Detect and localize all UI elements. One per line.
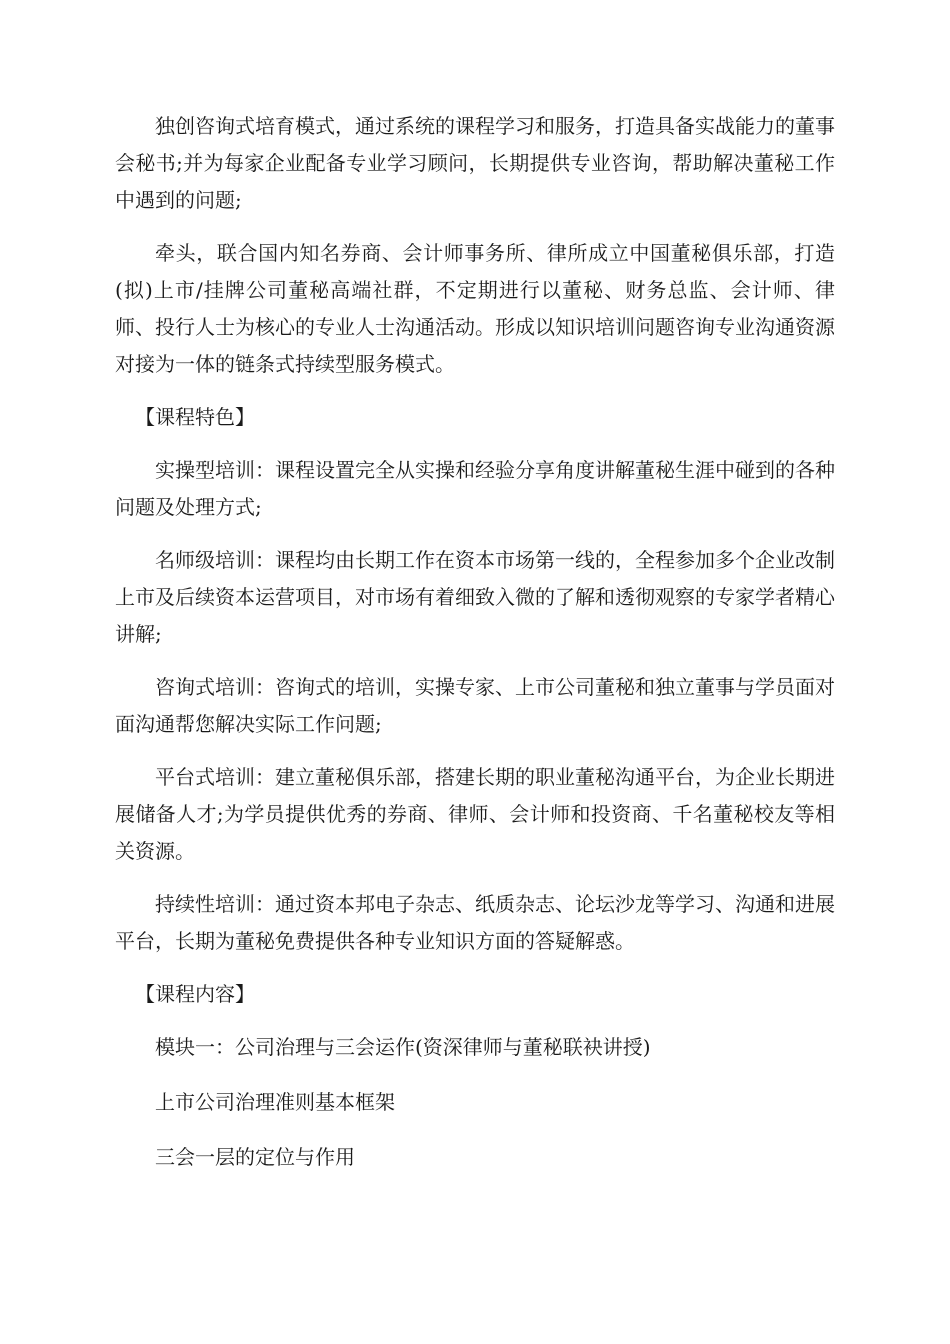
section-heading-content: 【课程内容】 — [135, 982, 255, 1006]
feature-paragraph: 咨询式培训：咨询式的培训，实操专家、上市公司董秘和独立董事与学员面对面沟通帮您解决实际工作问题; — [115, 675, 835, 736]
intro-paragraph: 牵头，联合国内知名券商、会计师事务所、律所成立中国董秘俱乐部，打造(拟)上市/挂牌公司董秘高端社群，不定期进行以董秘、财务总监、会计师、律师、投行人士为核心的专业人士沟通活动。形成以知识培训问题咨询专业沟通资源对接为一体的链条式持续型服务模式。 — [115, 241, 835, 376]
feature-paragraph: 名师级培训：课程均由长期工作在资本市场第一线的，全程参加多个企业改制上市及后续资本运营项目，对市场有着细致入微的了解和透彻观察的专家学者精心讲解; — [115, 548, 835, 646]
content-item: 上市公司治理准则基本框架 — [155, 1090, 395, 1114]
feature-paragraph: 实操型培训：课程设置完全从实操和经验分享角度讲解董秘生涯中碰到的各种问题及处理方式; — [115, 458, 835, 519]
section-heading-features: 【课程特色】 — [135, 405, 255, 429]
content-item: 三会一层的定位与作用 — [155, 1145, 355, 1169]
document-page — [115, 108, 835, 1194]
feature-paragraph: 持续性培训：通过资本邦电子杂志、纸质杂志、论坛沙龙等学习、沟通和进展平台，长期为董秘免费提供各种专业知识方面的答疑解惑。 — [115, 892, 835, 953]
content-item: 模块一：公司治理与三会运作(资深律师与董秘联袂讲授) — [155, 1035, 651, 1059]
feature-paragraph: 平台式培训：建立董秘俱乐部，搭建长期的职业董秘沟通平台，为企业长期进展储备人才;为学员提供优秀的券商、律师、会计师和投资商、千名董秘校友等相关资源。 — [115, 765, 835, 863]
intro-paragraph: 独创咨询式培育模式，通过系统的课程学习和服务，打造具备实战能力的董事会秘书;并为每家企业配备专业学习顾问，长期提供专业咨询，帮助解决董秘工作中遇到的问题; — [115, 114, 835, 212]
